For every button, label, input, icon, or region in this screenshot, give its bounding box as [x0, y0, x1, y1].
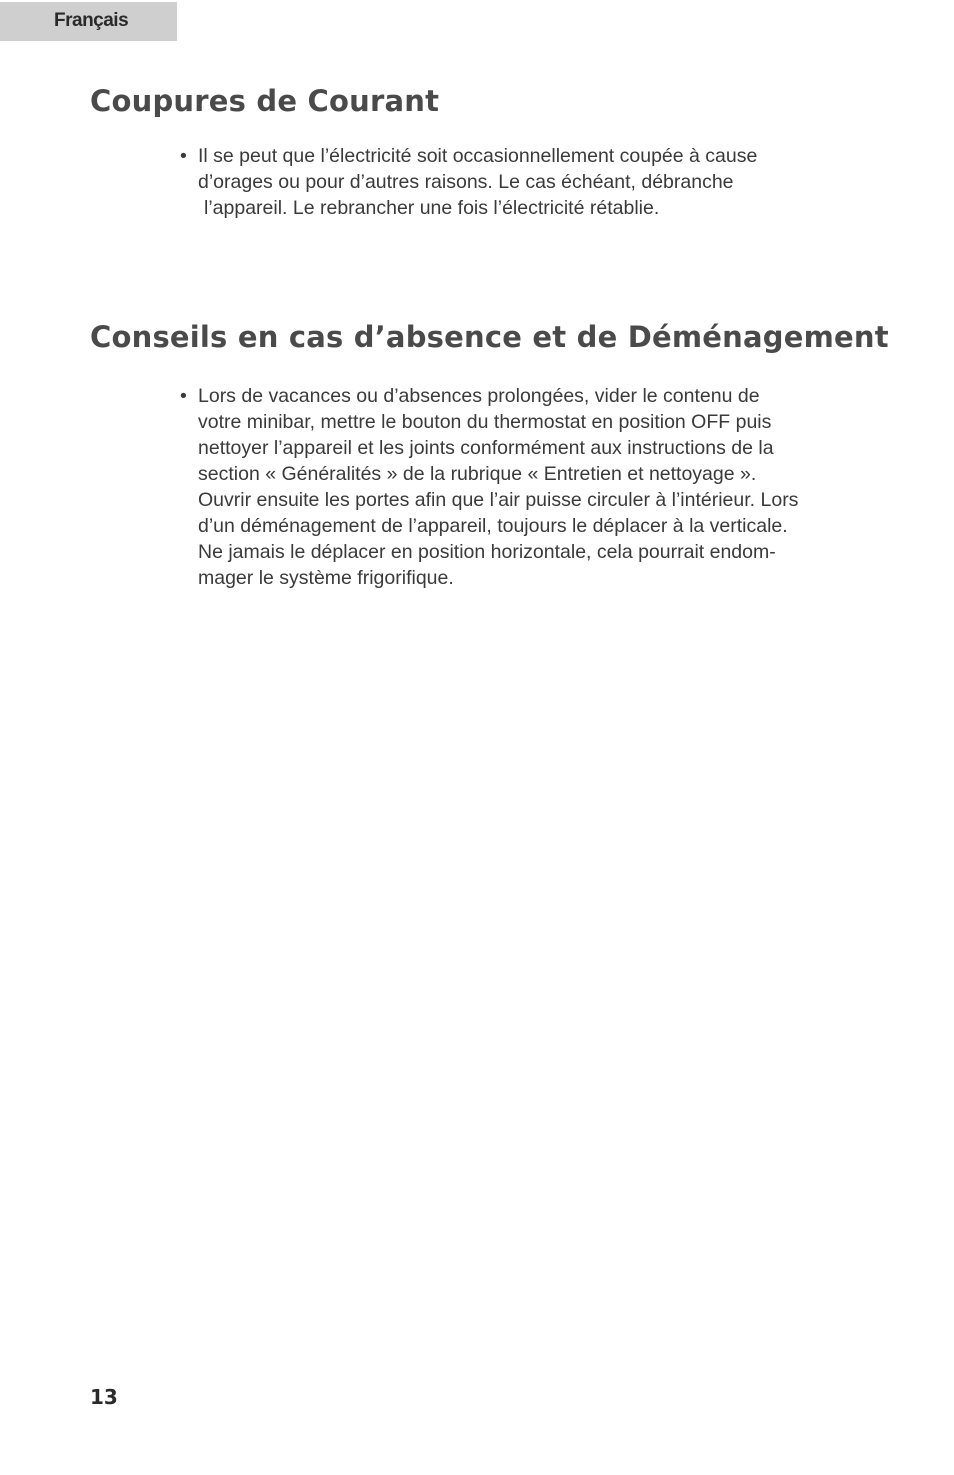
section-title-vacation-moving: Conseils en cas d’absence et de Déménagement — [90, 320, 889, 354]
page-number: 13 — [90, 1385, 118, 1409]
paragraph-line: d’un déménagement de l’appareil, toujours le déplacer à la verticale. — [198, 515, 788, 537]
paragraph-line: Il se peut que l’électricité soit occasionnellement coupée à cause — [198, 145, 758, 167]
paragraph-line: Ouvrir ensuite les portes afin que l’air puisse circuler à l’intérieur. Lors — [198, 489, 799, 511]
paragraph-line: section « Généralités » de la rubrique « Entretien et nettoyage ». — [198, 463, 757, 485]
section-title-power-outages: Coupures de Courant — [90, 84, 440, 118]
language-tab: Français — [0, 2, 177, 41]
paragraph-line: l’appareil. Le rebrancher une fois l’électricité rétablie. — [204, 197, 660, 219]
paragraph-line: votre minibar, mettre le bouton du thermostat en position OFF puis — [198, 411, 772, 433]
paragraph-line: Lors de vacances ou d’absences prolongées, vider le contenu de — [198, 385, 760, 407]
bullet-mark: • — [180, 385, 187, 407]
bullet-mark: • — [180, 145, 187, 167]
bullet-list-power-outages — [180, 143, 757, 221]
paragraph-line: d’orages ou pour d’autres raisons. Le cas échéant, débranche — [198, 171, 734, 193]
paragraph-line: mager le système frigorifique. — [198, 567, 454, 589]
paragraph-line: nettoyer l’appareil et les joints conformément aux instructions de la — [198, 437, 774, 459]
paragraph-line: Ne jamais le déplacer en position horizontale, cela pourrait endom- — [198, 541, 776, 563]
bullet-list-vacation-moving — [180, 383, 798, 591]
